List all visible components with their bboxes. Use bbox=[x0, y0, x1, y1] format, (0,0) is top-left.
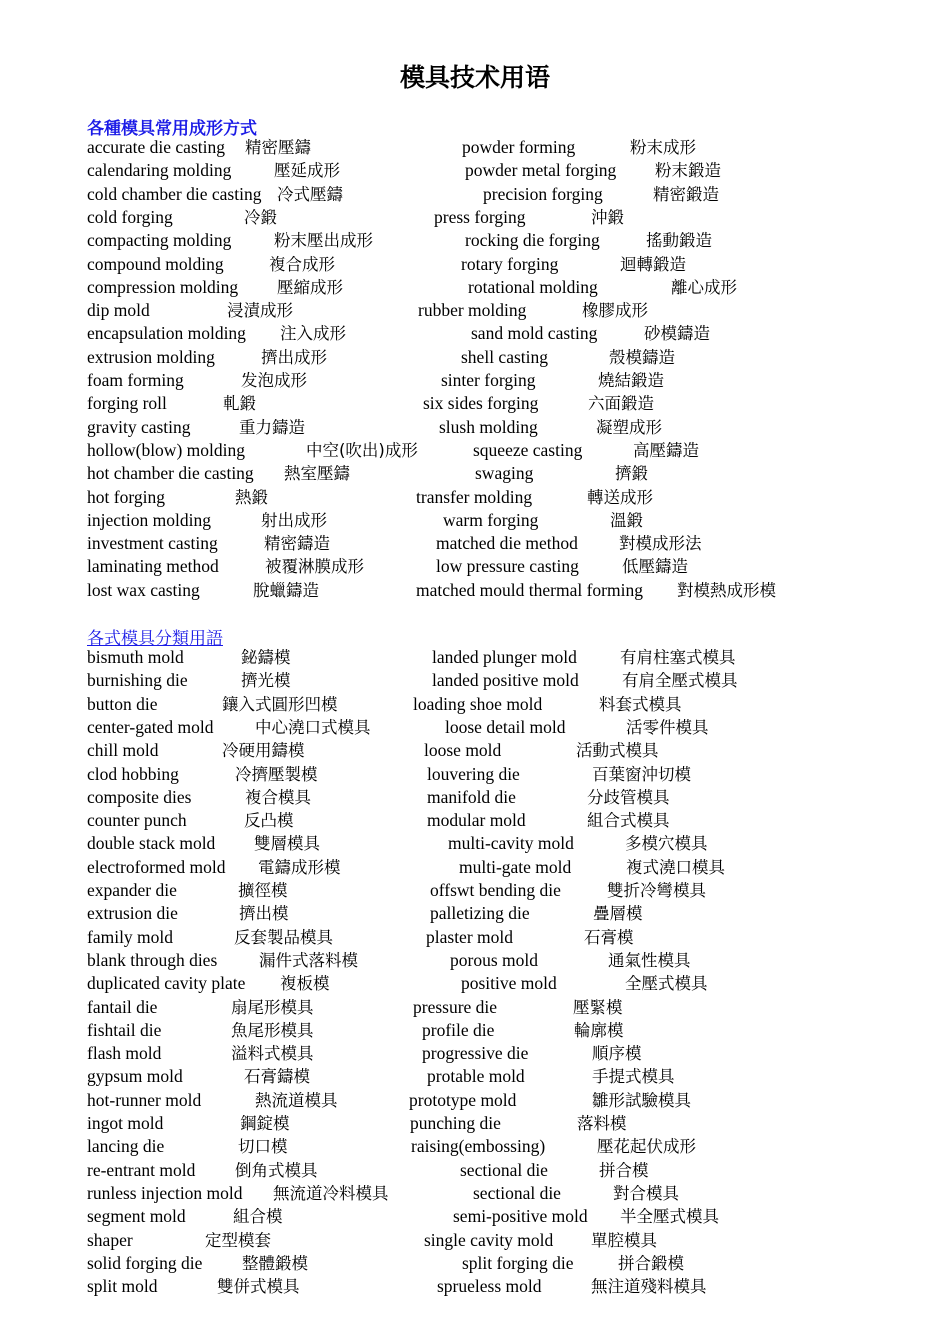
chinese-term: 粉末成形 bbox=[630, 138, 696, 157]
english-term: matched die method bbox=[436, 533, 578, 554]
chinese-term: 手提式模具 bbox=[592, 1067, 675, 1087]
term-row bbox=[87, 183, 887, 206]
english-term: rotary forging bbox=[461, 253, 559, 274]
chinese-term: 疊層模 bbox=[593, 904, 643, 924]
english-term: gravity casting bbox=[87, 416, 191, 437]
english-term: lost wax casting bbox=[87, 579, 200, 600]
chinese-term: 中心澆口式模具 bbox=[255, 717, 371, 737]
chinese-term: 魚尾形模具 bbox=[231, 1020, 314, 1040]
english-term: press forging bbox=[434, 206, 526, 227]
english-term: hot-runner mold bbox=[87, 1089, 202, 1110]
chinese-term: 鑲入式圓形凹模 bbox=[222, 694, 338, 714]
chinese-term: 精密鑄造 bbox=[264, 534, 330, 554]
chinese-term: 溢料式模具 bbox=[231, 1044, 314, 1064]
english-term: offswt bending die bbox=[430, 880, 561, 900]
term-row bbox=[87, 1205, 887, 1228]
term-row bbox=[87, 229, 887, 252]
term-row bbox=[87, 1042, 887, 1065]
english-term: shaper bbox=[87, 1229, 133, 1250]
english-term: button die bbox=[87, 693, 158, 714]
english-term: compacting molding bbox=[87, 230, 232, 251]
chinese-term: 脫蠟鑄造 bbox=[253, 580, 319, 600]
term-row bbox=[87, 786, 887, 809]
term-row bbox=[87, 1229, 887, 1252]
term-row bbox=[87, 832, 887, 855]
english-term: protable mold bbox=[427, 1066, 525, 1087]
english-term: ingot mold bbox=[87, 1113, 164, 1133]
english-term: forging roll bbox=[87, 393, 167, 414]
term-row bbox=[87, 206, 887, 229]
chinese-term: 擠鍛 bbox=[615, 464, 648, 484]
chinese-term: 搖動鍛造 bbox=[646, 231, 712, 251]
chinese-term: 石膏鑄模 bbox=[244, 1067, 310, 1087]
chinese-term: 對模熱成形模 bbox=[677, 580, 776, 600]
term-row bbox=[87, 509, 887, 532]
term-row bbox=[87, 346, 887, 369]
chinese-term: 粉末壓出成形 bbox=[274, 231, 373, 251]
english-term: sectional die bbox=[460, 1159, 548, 1180]
english-term: burnishing die bbox=[87, 670, 188, 691]
english-term: raising(embossing) bbox=[411, 1136, 546, 1157]
english-term: double stack mold bbox=[87, 833, 216, 854]
chinese-term: 熱流道模具 bbox=[255, 1090, 338, 1110]
chinese-term: 擠出模 bbox=[239, 904, 289, 924]
chinese-term: 注入成形 bbox=[280, 324, 346, 344]
chinese-term: 單腔模具 bbox=[591, 1230, 657, 1250]
chinese-term: 壓緊模 bbox=[573, 997, 623, 1017]
chinese-term: 整體鍛模 bbox=[242, 1253, 308, 1273]
chinese-term: 壓花起伏成形 bbox=[597, 1137, 696, 1157]
english-term: laminating method bbox=[87, 556, 219, 577]
english-term: expander die bbox=[87, 880, 177, 900]
chinese-term: 百葉窗沖切模 bbox=[592, 764, 691, 784]
chinese-term: 通氣性模具 bbox=[608, 950, 691, 970]
term-row bbox=[87, 416, 887, 439]
term-row bbox=[87, 763, 887, 786]
english-term: louvering die bbox=[427, 763, 520, 784]
english-term: positive mold bbox=[461, 973, 557, 994]
english-term: bismuth mold bbox=[87, 647, 184, 667]
english-term: lancing die bbox=[87, 1136, 165, 1157]
term-row bbox=[87, 1135, 887, 1158]
english-term: center-gated mold bbox=[87, 716, 214, 737]
chinese-term: 鋼錠模 bbox=[240, 1114, 290, 1133]
chinese-term: 活動式模具 bbox=[576, 741, 659, 761]
chinese-term: 複合成形 bbox=[269, 254, 335, 274]
chinese-term: 发泡成形 bbox=[241, 371, 307, 390]
english-term: progressive die bbox=[422, 1043, 529, 1064]
english-term: profile die bbox=[422, 1019, 495, 1040]
chinese-term: 冷式壓鑄 bbox=[277, 184, 343, 204]
term-row bbox=[87, 739, 887, 762]
term-row bbox=[87, 1275, 887, 1298]
chinese-term: 定型模套 bbox=[205, 1230, 271, 1250]
term-row bbox=[87, 1065, 887, 1088]
english-term: pressure die bbox=[413, 996, 498, 1017]
term-row bbox=[87, 1089, 887, 1112]
english-term: hot chamber die casting bbox=[87, 463, 254, 484]
english-term: powder forming bbox=[462, 137, 576, 157]
chinese-term: 複合模具 bbox=[245, 787, 311, 807]
chinese-term: 冷擠壓製模 bbox=[235, 764, 318, 784]
term-row bbox=[87, 949, 887, 972]
term-row bbox=[87, 276, 887, 299]
term-row bbox=[87, 486, 887, 509]
english-term: palletizing die bbox=[430, 903, 530, 924]
chinese-term: 拼合模 bbox=[599, 1160, 649, 1180]
chinese-term: 順序模 bbox=[592, 1044, 642, 1064]
term-row bbox=[87, 856, 887, 879]
english-term: cold chamber die casting bbox=[87, 183, 262, 204]
chinese-term: 活零件模具 bbox=[626, 717, 709, 737]
chinese-term: 壓延成形 bbox=[274, 161, 340, 181]
english-term: extrusion die bbox=[87, 903, 178, 924]
chinese-term: 轉送成形 bbox=[587, 487, 653, 507]
chinese-term: 熱鍛 bbox=[235, 487, 268, 507]
chinese-term: 溫鍛 bbox=[610, 510, 643, 530]
english-term: multi-gate mold bbox=[459, 856, 572, 877]
english-term: powder metal forging bbox=[465, 160, 617, 181]
english-term: runless injection mold bbox=[87, 1182, 243, 1203]
chinese-term: 橡膠成形 bbox=[582, 301, 648, 321]
chinese-term: 落料模 bbox=[577, 1114, 627, 1133]
term-row bbox=[87, 392, 887, 415]
english-term: landed plunger mold bbox=[432, 647, 577, 667]
english-term: slush molding bbox=[439, 416, 538, 437]
chinese-term: 對模成形法 bbox=[619, 534, 702, 554]
chinese-term: 分歧管模具 bbox=[587, 787, 670, 807]
english-term: landed positive mold bbox=[432, 670, 579, 691]
term-row bbox=[87, 439, 887, 462]
chinese-term: 低壓鑄造 bbox=[622, 557, 688, 577]
chinese-term: 漏件式落料模 bbox=[259, 950, 358, 970]
chinese-term: 複式澆口模具 bbox=[626, 857, 725, 877]
english-term: low pressure casting bbox=[436, 556, 579, 577]
term-row bbox=[87, 299, 887, 322]
english-term: six sides forging bbox=[423, 393, 539, 414]
english-term: cold forging bbox=[87, 206, 173, 227]
chinese-term: 全壓式模具 bbox=[625, 974, 708, 994]
chinese-term: 鉍鑄模 bbox=[241, 648, 291, 667]
english-term: shell casting bbox=[461, 346, 548, 367]
term-row bbox=[87, 532, 887, 555]
english-term: porous mold bbox=[450, 949, 538, 970]
term-row bbox=[87, 902, 887, 925]
english-term: loose mold bbox=[424, 740, 502, 761]
term-row bbox=[87, 693, 887, 716]
english-term: single cavity mold bbox=[424, 1229, 554, 1250]
english-term: fishtail die bbox=[87, 1019, 162, 1040]
term-row bbox=[87, 996, 887, 1019]
english-term: hot forging bbox=[87, 486, 165, 507]
english-term: sinter forging bbox=[441, 370, 536, 390]
chinese-term: 重力鑄造 bbox=[239, 417, 305, 437]
english-term: duplicated cavity plate bbox=[87, 973, 246, 994]
english-term: loading shoe mold bbox=[413, 693, 543, 714]
chinese-term: 料套式模具 bbox=[599, 694, 682, 714]
english-term: calendaring molding bbox=[87, 160, 232, 181]
term-row bbox=[87, 926, 887, 949]
term-row bbox=[87, 579, 887, 602]
english-term: composite dies bbox=[87, 786, 192, 807]
english-term: injection molding bbox=[87, 509, 211, 530]
chinese-term: 對合模具 bbox=[613, 1183, 679, 1203]
english-term: plaster mold bbox=[426, 926, 513, 947]
chinese-term: 浸漬成形 bbox=[227, 301, 293, 321]
section-heading: 各種模具常用成形方式 bbox=[87, 119, 257, 139]
term-row bbox=[87, 972, 887, 995]
english-term: compression molding bbox=[87, 276, 239, 297]
english-term: loose detail mold bbox=[445, 716, 566, 737]
chinese-term: 石膏模 bbox=[584, 927, 634, 947]
term-row bbox=[87, 555, 887, 578]
english-term: precision forging bbox=[483, 183, 603, 204]
english-term: semi-positive mold bbox=[453, 1206, 588, 1227]
chinese-term: 無注道殘料模具 bbox=[591, 1277, 707, 1297]
english-term: split forging die bbox=[462, 1252, 574, 1273]
chinese-term: 熱室壓鑄 bbox=[284, 464, 350, 484]
chinese-term: 軋鍛 bbox=[223, 394, 256, 414]
english-term: prototype mold bbox=[409, 1089, 517, 1110]
chinese-term: 半全壓式模具 bbox=[620, 1207, 719, 1227]
english-term: foam forming bbox=[87, 370, 184, 390]
term-row bbox=[87, 1112, 887, 1135]
term-row bbox=[87, 646, 887, 669]
chinese-term: 高壓鑄造 bbox=[633, 440, 699, 460]
english-term: rubber molding bbox=[418, 300, 527, 321]
english-term: gypsum mold bbox=[87, 1066, 183, 1087]
english-term: hollow(blow) molding bbox=[87, 439, 245, 460]
term-row bbox=[87, 253, 887, 276]
english-term: solid forging die bbox=[87, 1252, 203, 1273]
chinese-term: 壓縮成形 bbox=[277, 277, 343, 297]
chinese-term: 冷鍛 bbox=[244, 207, 277, 227]
english-term: clod hobbing bbox=[87, 763, 179, 784]
term-row bbox=[87, 716, 887, 739]
chinese-term: 精密壓鑄 bbox=[245, 138, 311, 157]
chinese-term: 粉末鍛造 bbox=[655, 161, 721, 181]
english-term: counter punch bbox=[87, 810, 187, 831]
english-term: chill mold bbox=[87, 740, 159, 761]
english-term: sand mold casting bbox=[471, 323, 598, 344]
chinese-term: 雙層模具 bbox=[254, 834, 320, 854]
english-term: dip mold bbox=[87, 300, 150, 321]
chinese-term: 燒結鍛造 bbox=[598, 371, 664, 390]
english-term: modular mold bbox=[427, 810, 526, 831]
english-term: extrusion molding bbox=[87, 346, 215, 367]
english-term: manifold die bbox=[427, 786, 516, 807]
english-term: split mold bbox=[87, 1276, 158, 1297]
chinese-term: 雙折冷彎模具 bbox=[607, 881, 706, 900]
chinese-term: 精密鍛造 bbox=[653, 184, 719, 204]
english-term: rotational molding bbox=[468, 276, 598, 297]
chinese-term: 中空(吹出)成形 bbox=[306, 440, 418, 460]
term-row bbox=[87, 669, 887, 692]
chinese-term: 切口模 bbox=[238, 1137, 288, 1157]
chinese-term: 組合模 bbox=[233, 1207, 283, 1227]
english-term: warm forging bbox=[443, 509, 539, 530]
chinese-term: 倒角式模具 bbox=[235, 1160, 318, 1180]
chinese-term: 有肩柱塞式模具 bbox=[620, 648, 736, 667]
english-term: flash mold bbox=[87, 1043, 162, 1064]
english-term: compound molding bbox=[87, 253, 224, 274]
term-row bbox=[87, 1159, 887, 1182]
chinese-term: 反凸模 bbox=[244, 811, 294, 831]
chinese-term: 多模穴模具 bbox=[625, 834, 708, 854]
term-row bbox=[87, 462, 887, 485]
chinese-term: 組合式模具 bbox=[587, 811, 670, 831]
chinese-term: 砂模鑄造 bbox=[644, 324, 710, 344]
english-term: investment casting bbox=[87, 533, 218, 554]
english-term: family mold bbox=[87, 926, 174, 947]
english-term: fantail die bbox=[87, 996, 158, 1017]
english-term: blank through dies bbox=[87, 949, 218, 970]
english-term: transfer molding bbox=[416, 486, 533, 507]
english-term: segment mold bbox=[87, 1206, 186, 1227]
chinese-term: 冷硬用鑄模 bbox=[222, 741, 305, 761]
english-term: electroformed mold bbox=[87, 856, 226, 877]
chinese-term: 雙併式模具 bbox=[217, 1277, 300, 1297]
chinese-term: 雛形試驗模具 bbox=[592, 1090, 691, 1110]
chinese-term: 有肩全壓式模具 bbox=[622, 671, 738, 691]
chinese-term: 凝塑成形 bbox=[596, 417, 662, 437]
chinese-term: 拼合鍛模 bbox=[618, 1253, 684, 1273]
document-title: 模具技术用语 bbox=[399, 63, 550, 92]
english-term: matched mould thermal forming bbox=[416, 579, 643, 600]
chinese-term: 沖鍛 bbox=[591, 207, 624, 227]
term-row bbox=[87, 1252, 887, 1275]
english-term: squeeze casting bbox=[473, 439, 583, 460]
english-term: swaging bbox=[475, 463, 534, 484]
term-row bbox=[87, 809, 887, 832]
term-row bbox=[87, 879, 887, 902]
chinese-term: 離心成形 bbox=[671, 277, 737, 297]
term-row bbox=[87, 1182, 887, 1205]
english-term: punching die bbox=[410, 1113, 501, 1133]
term-row bbox=[87, 1019, 887, 1042]
term-row bbox=[87, 159, 887, 182]
chinese-term: 殼模鑄造 bbox=[609, 347, 675, 367]
english-term: multi-cavity mold bbox=[448, 833, 574, 854]
chinese-term: 擠光模 bbox=[241, 671, 291, 691]
term-row bbox=[87, 322, 887, 345]
english-term: encapsulation molding bbox=[87, 323, 246, 344]
chinese-term: 輪廓模 bbox=[574, 1020, 624, 1040]
english-term: sectional die bbox=[473, 1182, 561, 1203]
chinese-term: 無流道冷料模具 bbox=[273, 1183, 389, 1203]
chinese-term: 被覆淋膜成形 bbox=[265, 557, 364, 577]
chinese-term: 扇尾形模具 bbox=[231, 997, 314, 1017]
english-term: accurate die casting bbox=[87, 137, 225, 157]
chinese-term: 射出成形 bbox=[261, 510, 327, 530]
chinese-term: 迴轉鍛造 bbox=[620, 254, 686, 274]
section-heading[interactable]: 各式模具分類用語 bbox=[87, 629, 223, 649]
term-row bbox=[87, 369, 887, 392]
chinese-term: 電鑄成形模 bbox=[258, 857, 341, 877]
term-row bbox=[87, 136, 887, 159]
chinese-term: 擴徑模 bbox=[238, 881, 288, 900]
chinese-term: 反套製品模具 bbox=[234, 927, 333, 947]
chinese-term: 擠出成形 bbox=[261, 347, 327, 367]
chinese-term: 六面鍛造 bbox=[588, 394, 654, 414]
english-term: re-entrant mold bbox=[87, 1159, 196, 1180]
english-term: rocking die forging bbox=[465, 230, 600, 251]
english-term: sprueless mold bbox=[437, 1276, 542, 1297]
chinese-term: 複板模 bbox=[280, 974, 330, 994]
